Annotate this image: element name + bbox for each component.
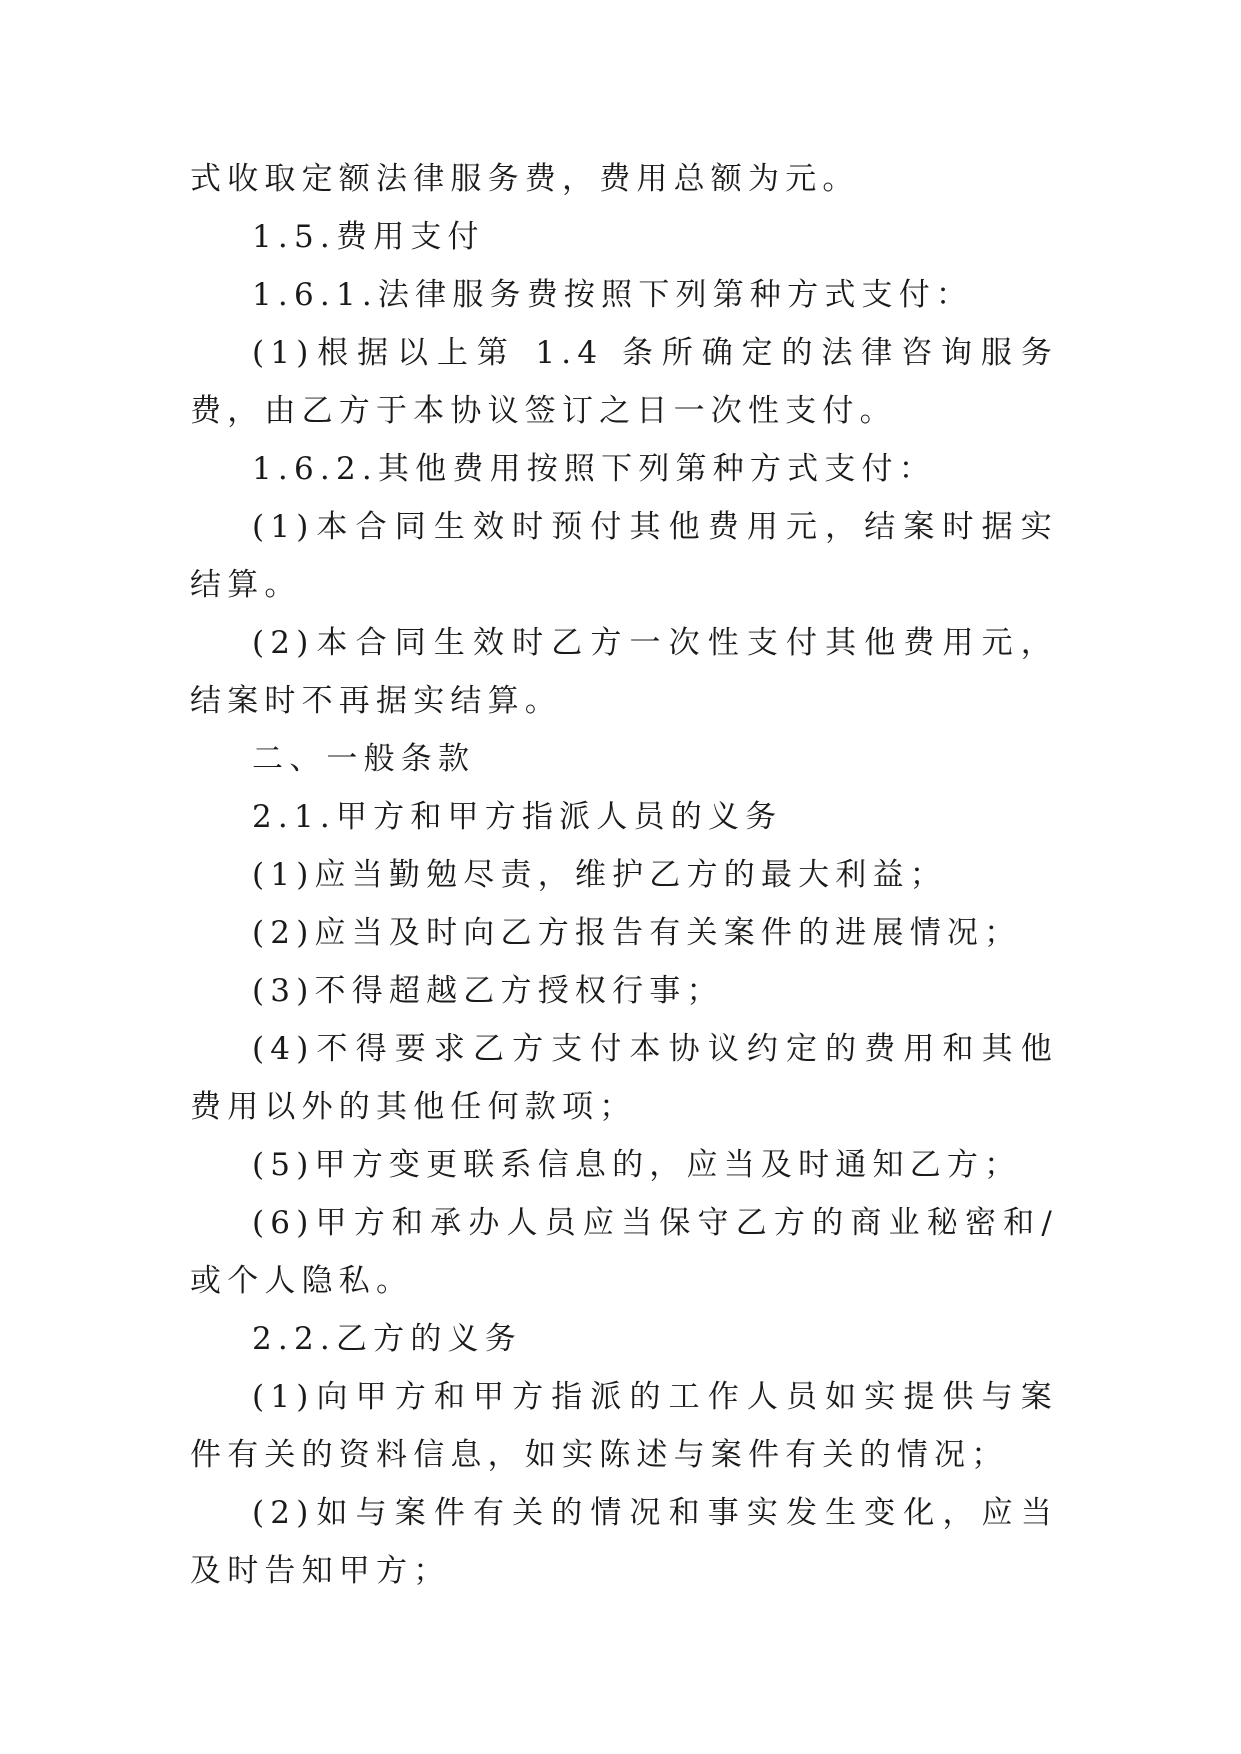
document-page <box>190 150 1058 1600</box>
section-heading: 2.1.甲方和甲方指派人员的义务 <box>252 799 783 835</box>
paragraph: 式收取定额法律服务费，费用总额为元。 <box>190 161 860 197</box>
section-heading: 2.2.乙方的义务 <box>252 1321 522 1357</box>
list-item: (1)应当勤勉尽责，维护乙方的最大利益； <box>252 857 947 893</box>
paragraph: (1)本合同生效时预付其他费用元，结案时据实结算。 <box>190 509 1058 603</box>
list-item: (2)如与案件有关的情况和事实发生变化，应当及时告知甲方； <box>190 1495 1058 1589</box>
paragraph: (2)本合同生效时乙方一次性支付其他费用元，结案时不再据实结算。 <box>190 625 1058 719</box>
list-item: (1)向甲方和甲方指派的工作人员如实提供与案件有关的资料信息，如实陈述与案件有关的情况； <box>190 1379 1058 1473</box>
list-item: (5)甲方变更联系信息的，应当及时通知乙方； <box>252 1147 1022 1183</box>
section-heading: 1.5.费用支付 <box>252 219 485 255</box>
list-item: (4)不得要求乙方支付本协议约定的费用和其他费用以外的其他任何款项； <box>190 1031 1058 1125</box>
paragraph: 1.6.2.其他费用按照下列第种方式支付： <box>252 451 936 487</box>
paragraph: 1.6.1.法律服务费按照下列第种方式支付： <box>252 277 974 313</box>
paragraph: (1)根据以上第 1.4 条所确定的法律咨询服务费，由乙方于本协议签订之日一次性支付。 <box>190 335 1058 429</box>
list-item: (6)甲方和承办人员应当保守乙方的商业秘密和/或个人隐私。 <box>190 1205 1058 1299</box>
list-item: (2)应当及时向乙方报告有关案件的进展情况； <box>252 915 1022 951</box>
list-item: (3)不得超越乙方授权行事； <box>252 973 724 1009</box>
section-heading: 二、一般条款 <box>252 741 476 777</box>
